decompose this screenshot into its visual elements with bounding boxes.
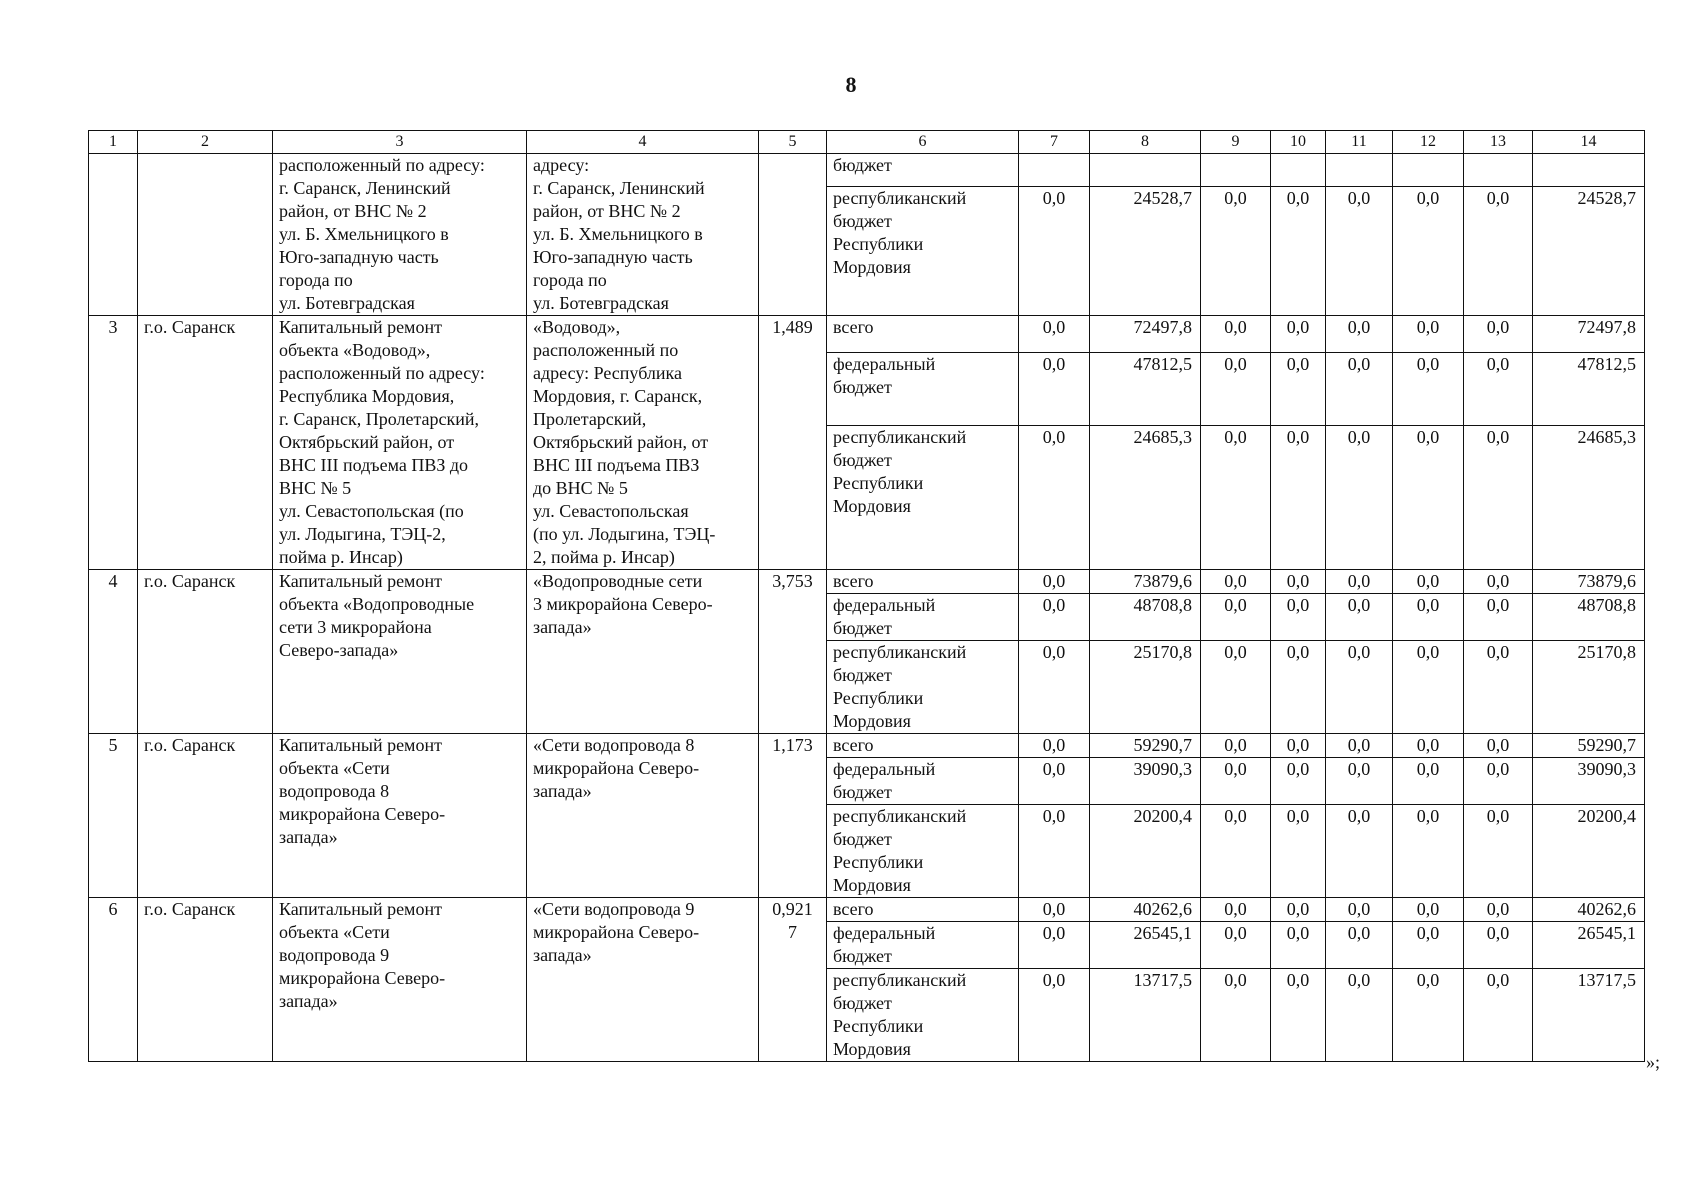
column-header: 11 [1326, 131, 1393, 154]
amount-cell: 20200,4 [1090, 805, 1201, 898]
amount-cell: 24685,3 [1533, 425, 1645, 569]
amount-cell: 0,0 [1019, 570, 1090, 594]
amount-cell: 0,0 [1393, 734, 1464, 758]
length-cell [759, 154, 827, 316]
amount-cell: 0,0 [1019, 758, 1090, 805]
amount-cell: 0,0 [1464, 758, 1533, 805]
amount-cell: 0,0 [1326, 734, 1393, 758]
column-header: 2 [138, 131, 273, 154]
amount-cell [1326, 154, 1393, 187]
amount-cell: 0,0 [1201, 758, 1271, 805]
object-name-cell: Капитальный ремонт объекта «Водовод», расположенный по адресу: Республика Мордовия, г. Саранск, Пролетарский, Октябрьский район, от ВНС III подъема ПВЗ до ВНС № 5 ул. Севастопольская (по ул. Лодыгина, ТЭЦ-2, пойма р. Инсар) [273, 316, 527, 570]
municipality-cell [138, 154, 273, 316]
amount-cell: 0,0 [1326, 425, 1393, 569]
amount-cell: 0,0 [1393, 758, 1464, 805]
amount-cell: 0,0 [1201, 898, 1271, 922]
amount-cell: 0,0 [1201, 969, 1271, 1062]
amount-cell: 0,0 [1464, 316, 1533, 353]
amount-cell: 0,0 [1464, 734, 1533, 758]
row-number-cell: 3 [89, 316, 138, 570]
funding-source-cell: всего [827, 316, 1019, 353]
amount-cell: 0,0 [1019, 594, 1090, 641]
amount-cell: 0,0 [1326, 922, 1393, 969]
amount-cell: 39090,3 [1533, 758, 1645, 805]
column-header: 9 [1201, 131, 1271, 154]
amount-cell: 0,0 [1393, 187, 1464, 316]
column-number-row [89, 131, 1645, 154]
amount-cell: 40262,6 [1533, 898, 1645, 922]
amount-cell: 20200,4 [1533, 805, 1645, 898]
amount-cell: 73879,6 [1090, 570, 1201, 594]
amount-cell [1464, 154, 1533, 187]
amount-cell: 0,0 [1464, 969, 1533, 1062]
object-address-cell: «Водовод», расположенный по адресу: Республика Мордовия, г. Саранск, Пролетарский, Октябрьский район, от ВНС III подъема ПВЗ до ВНС № 5 ул. Севастопольская (по ул. Лодыгина, ТЭЦ- 2, пойма р. Инсар) [527, 316, 759, 570]
amount-cell [1201, 154, 1271, 187]
amount-cell: 0,0 [1019, 425, 1090, 569]
amount-cell: 24528,7 [1090, 187, 1201, 316]
column-header: 3 [273, 131, 527, 154]
amount-cell: 25170,8 [1090, 641, 1201, 734]
table-row [89, 154, 1645, 187]
amount-cell: 13717,5 [1533, 969, 1645, 1062]
amount-cell: 0,0 [1393, 922, 1464, 969]
row-number-cell: 4 [89, 570, 138, 734]
length-cell: 1,173 [759, 734, 827, 898]
amount-cell: 0,0 [1271, 758, 1326, 805]
amount-cell: 0,0 [1271, 969, 1326, 1062]
amount-cell [1393, 154, 1464, 187]
amount-cell: 0,0 [1393, 353, 1464, 426]
amount-cell: 0,0 [1464, 898, 1533, 922]
amount-cell: 0,0 [1271, 898, 1326, 922]
amount-cell: 26545,1 [1090, 922, 1201, 969]
funding-source-cell: бюджет [827, 154, 1019, 187]
amount-cell: 47812,5 [1533, 353, 1645, 426]
funding-source-cell: республиканский бюджет Республики Мордовия [827, 425, 1019, 569]
municipality-cell: г.о. Саранск [138, 570, 273, 734]
amount-cell: 0,0 [1393, 898, 1464, 922]
table-body [89, 131, 1645, 1062]
closing-quote-mark: »; [1646, 1052, 1661, 1072]
funding-source-cell: всего [827, 570, 1019, 594]
amount-cell: 0,0 [1271, 641, 1326, 734]
column-header: 6 [827, 131, 1019, 154]
column-header: 1 [89, 131, 138, 154]
length-cell: 3,753 [759, 570, 827, 734]
amount-cell: 0,0 [1271, 353, 1326, 426]
funding-source-cell: федеральный бюджет [827, 353, 1019, 426]
amount-cell: 0,0 [1271, 187, 1326, 316]
row-number-cell [89, 154, 138, 316]
amount-cell: 0,0 [1201, 316, 1271, 353]
amount-cell: 0,0 [1393, 641, 1464, 734]
amount-cell: 0,0 [1201, 570, 1271, 594]
object-name-cell: Капитальный ремонт объекта «Водопроводные сети 3 микрорайона Северо-запада» [273, 570, 527, 734]
amount-cell: 0,0 [1271, 570, 1326, 594]
object-name-cell: Капитальный ремонт объекта «Сети водопровода 8 микрорайона Северо- запада» [273, 734, 527, 898]
amount-cell: 13717,5 [1090, 969, 1201, 1062]
amount-cell: 0,0 [1271, 734, 1326, 758]
amount-cell: 0,0 [1019, 641, 1090, 734]
amount-cell: 0,0 [1326, 353, 1393, 426]
column-header: 7 [1019, 131, 1090, 154]
amount-cell: 0,0 [1271, 922, 1326, 969]
amount-cell: 0,0 [1201, 353, 1271, 426]
amount-cell: 0,0 [1464, 187, 1533, 316]
amount-cell: 0,0 [1271, 594, 1326, 641]
funding-source-cell: республиканский бюджет Республики Мордовия [827, 187, 1019, 316]
column-header: 5 [759, 131, 827, 154]
funding-source-cell: республиканский бюджет Республики Мордовия [827, 641, 1019, 734]
table-row [89, 570, 1645, 594]
column-header: 10 [1271, 131, 1326, 154]
amount-cell: 0,0 [1393, 570, 1464, 594]
amount-cell: 26545,1 [1533, 922, 1645, 969]
column-header: 12 [1393, 131, 1464, 154]
funding-table [88, 130, 1645, 1062]
funding-source-cell: федеральный бюджет [827, 758, 1019, 805]
amount-cell: 0,0 [1201, 425, 1271, 569]
amount-cell: 0,0 [1271, 425, 1326, 569]
amount-cell: 0,0 [1326, 594, 1393, 641]
amount-cell: 0,0 [1201, 641, 1271, 734]
amount-cell [1533, 154, 1645, 187]
amount-cell: 72497,8 [1090, 316, 1201, 353]
amount-cell: 0,0 [1326, 187, 1393, 316]
amount-cell: 0,0 [1019, 734, 1090, 758]
municipality-cell: г.о. Саранск [138, 734, 273, 898]
amount-cell: 0,0 [1326, 570, 1393, 594]
amount-cell: 0,0 [1326, 758, 1393, 805]
length-cell: 1,489 [759, 316, 827, 570]
amount-cell: 0,0 [1019, 805, 1090, 898]
funding-source-cell: республиканский бюджет Республики Мордовия [827, 805, 1019, 898]
amount-cell: 0,0 [1464, 805, 1533, 898]
object-address-cell: «Водопроводные сети 3 микрорайона Северо- запада» [527, 570, 759, 734]
amount-cell: 0,0 [1326, 316, 1393, 353]
amount-cell: 0,0 [1019, 922, 1090, 969]
amount-cell: 59290,7 [1090, 734, 1201, 758]
row-number-cell: 6 [89, 898, 138, 1062]
length-cell: 0,921 7 [759, 898, 827, 1062]
amount-cell: 0,0 [1019, 969, 1090, 1062]
amount-cell: 39090,3 [1090, 758, 1201, 805]
amount-cell: 0,0 [1271, 805, 1326, 898]
amount-cell: 25170,8 [1533, 641, 1645, 734]
amount-cell: 0,0 [1201, 734, 1271, 758]
amount-cell: 0,0 [1019, 898, 1090, 922]
amount-cell: 0,0 [1326, 641, 1393, 734]
amount-cell: 0,0 [1393, 969, 1464, 1062]
amount-cell: 24685,3 [1090, 425, 1201, 569]
amount-cell: 0,0 [1464, 425, 1533, 569]
amount-cell: 0,0 [1464, 570, 1533, 594]
amount-cell: 0,0 [1326, 805, 1393, 898]
funding-source-cell: федеральный бюджет [827, 922, 1019, 969]
amount-cell: 0,0 [1464, 353, 1533, 426]
amount-cell: 0,0 [1019, 353, 1090, 426]
funding-source-cell: республиканский бюджет Республики Мордовия [827, 969, 1019, 1062]
column-header: 4 [527, 131, 759, 154]
amount-cell: 0,0 [1019, 187, 1090, 316]
municipality-cell: г.о. Саранск [138, 316, 273, 570]
table-row [89, 898, 1645, 922]
amount-cell: 0,0 [1201, 187, 1271, 316]
amount-cell: 40262,6 [1090, 898, 1201, 922]
amount-cell: 47812,5 [1090, 353, 1201, 426]
amount-cell [1271, 154, 1326, 187]
amount-cell: 0,0 [1393, 805, 1464, 898]
amount-cell [1090, 154, 1201, 187]
amount-cell: 24528,7 [1533, 187, 1645, 316]
amount-cell: 73879,6 [1533, 570, 1645, 594]
object-address-cell: адресу: г. Саранск, Ленинский район, от ВНС № 2 ул. Б. Хмельницкого в Юго-западную часть города по ул. Ботевградская [527, 154, 759, 316]
object-name-cell: Капитальный ремонт объекта «Сети водопровода 9 микрорайона Северо- запада» [273, 898, 527, 1062]
amount-cell: 0,0 [1464, 922, 1533, 969]
funding-source-cell: всего [827, 734, 1019, 758]
amount-cell: 0,0 [1201, 805, 1271, 898]
amount-cell: 0,0 [1393, 594, 1464, 641]
column-header: 14 [1533, 131, 1645, 154]
row-number-cell: 5 [89, 734, 138, 898]
object-address-cell: «Сети водопровода 8 микрорайона Северо- запада» [527, 734, 759, 898]
amount-cell: 0,0 [1393, 316, 1464, 353]
amount-cell: 48708,8 [1533, 594, 1645, 641]
amount-cell: 0,0 [1019, 316, 1090, 353]
amount-cell: 0,0 [1201, 594, 1271, 641]
amount-cell [1019, 154, 1090, 187]
amount-cell: 0,0 [1326, 969, 1393, 1062]
amount-cell: 0,0 [1271, 316, 1326, 353]
amount-cell: 48708,8 [1090, 594, 1201, 641]
column-header: 8 [1090, 131, 1201, 154]
amount-cell: 0,0 [1464, 594, 1533, 641]
table-row [89, 734, 1645, 758]
municipality-cell: г.о. Саранск [138, 898, 273, 1062]
page-number: 8 [845, 72, 857, 97]
amount-cell: 0,0 [1393, 425, 1464, 569]
object-name-cell: расположенный по адресу: г. Саранск, Ленинский район, от ВНС № 2 ул. Б. Хмельницкого в Юго-западную часть города по ул. Ботевградская [273, 154, 527, 316]
amount-cell: 0,0 [1326, 898, 1393, 922]
funding-source-cell: федеральный бюджет [827, 594, 1019, 641]
amount-cell: 0,0 [1464, 641, 1533, 734]
funding-source-cell: всего [827, 898, 1019, 922]
column-header: 13 [1464, 131, 1533, 154]
object-address-cell: «Сети водопровода 9 микрорайона Северо- запада» [527, 898, 759, 1062]
amount-cell: 0,0 [1201, 922, 1271, 969]
amount-cell: 72497,8 [1533, 316, 1645, 353]
table-row [89, 316, 1645, 353]
amount-cell: 59290,7 [1533, 734, 1645, 758]
